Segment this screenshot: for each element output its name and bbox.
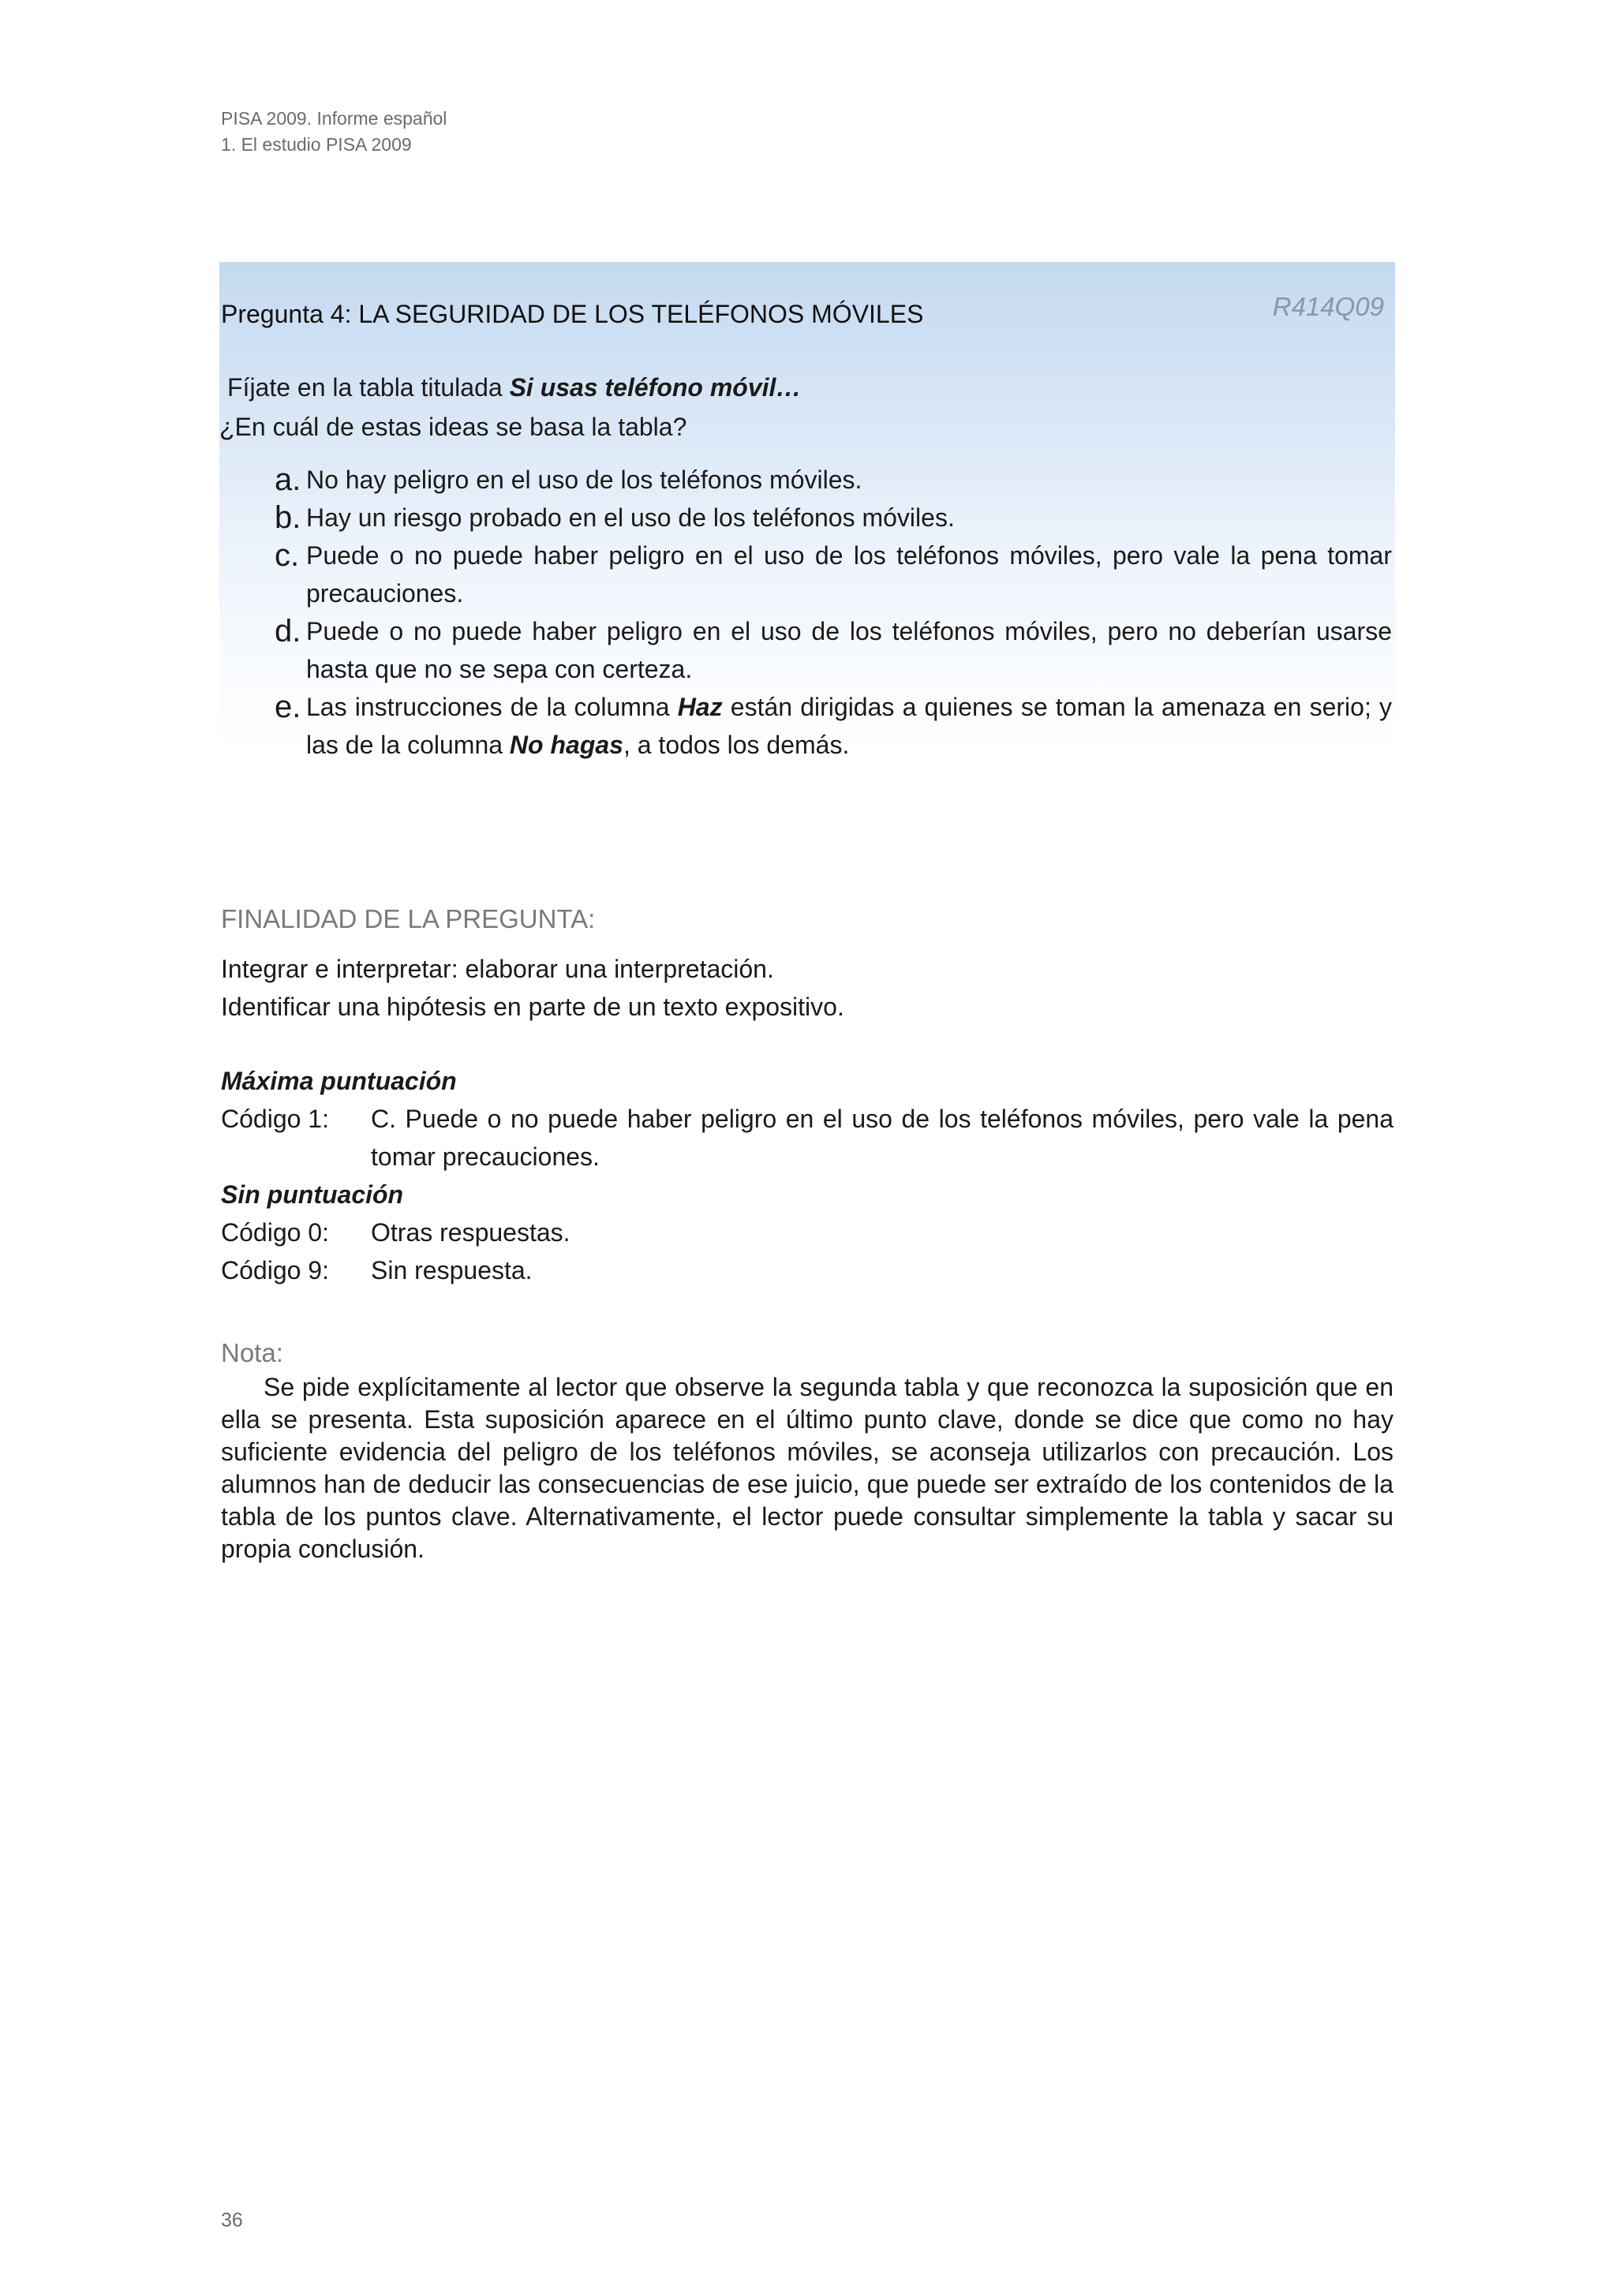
question-title: Pregunta 4: LA SEGURIDAD DE LOS TELÉFONOS MÓVILES (221, 300, 924, 328)
no-credit-heading: Sin puntuación (221, 1180, 404, 1209)
purpose-line-2: Identificar una hipótesis en parte de un texto expositivo. (221, 993, 844, 1021)
code-description: Otras respuestas. (371, 1218, 570, 1247)
note-text: Se pide explícitamente al lector que observe la segunda tabla y que reconozca la suposición que en ella se presenta. Esta suposición aparece en el último punto clave, donde se dice que como no hay suficiente evidencia del peligro de los teléfonos móviles, se aconseja utilizarlos con precaución. Los alumnos han de deducir las consecuencias de ese juicio, que puede ser extraído de los contenidos de la tabla de los puntos clave. Alternativamente, el lector puede consultar simplemente la tabla y sacar su propia conclusión. (221, 1373, 1393, 1563)
scoring-guide (221, 1062, 1393, 1289)
option-text: Puede o no puede haber peligro en el uso de los teléfonos móviles, pero vale la pena tomar precauciones. (306, 541, 1392, 608)
option-text: Hay un riesgo probado en el uso de los teléfonos móviles. (306, 503, 955, 532)
option-letter: b. (275, 500, 301, 535)
code-0-row (221, 1213, 1393, 1251)
option-text: Las instrucciones de la columna Haz están dirigidas a quienes se toman la amenaza en serio; y las de la columna No hagas, a todos los demás. (306, 693, 1393, 759)
purpose-heading: FINALIDAD DE LA PREGUNTA: (221, 904, 596, 933)
code-label: Código 0: (221, 1218, 329, 1247)
purpose-text (221, 950, 844, 1026)
question-box (219, 262, 1395, 789)
code-9-row (221, 1251, 1393, 1289)
answer-options (219, 461, 1392, 764)
option-letter: c. (275, 538, 300, 573)
prompt-line-2: ¿En cuál de estas ideas se basa la tabla? (219, 413, 687, 441)
option-d (219, 612, 1392, 688)
code-label: Código 1: (221, 1105, 329, 1133)
code-description: C. Puede o no puede haber peligro en el uso de los teléfonos móviles, pero vale la pena tomar precauciones. (371, 1105, 1393, 1171)
code-1-row (221, 1100, 1393, 1176)
option-a (219, 461, 1392, 499)
question-prompt (219, 368, 1387, 447)
code-description: Sin respuesta. (371, 1256, 533, 1284)
option-letter: d. (275, 614, 301, 649)
full-credit-heading: Máxima puntuación (221, 1067, 457, 1095)
option-b (219, 499, 1392, 537)
option-text: No hay peligro en el uso de los teléfonos móviles. (306, 466, 862, 494)
header-report-title: PISA 2009. Informe español (221, 108, 447, 129)
running-header (221, 106, 447, 158)
column-name-haz: Haz (677, 693, 723, 721)
option-text: Puede o no puede haber peligro en el uso de los teléfonos móviles, pero no deberían usarse hasta que no se sepa con certeza. (306, 617, 1392, 683)
prompt-line-1 (219, 368, 1387, 407)
header-chapter-title: 1. El estudio PISA 2009 (221, 134, 412, 155)
option-letter: e. (275, 690, 301, 724)
question-code: R414Q09 (1272, 292, 1384, 321)
note-heading: Nota: (221, 1338, 283, 1367)
prompt-text: Fíjate en la tabla titulada (227, 373, 510, 402)
prompt-table-title: Si usas teléfono móvil… (509, 373, 802, 402)
option-letter: a. (275, 462, 301, 497)
page-number: 36 (221, 2209, 243, 2231)
code-label: Código 9: (221, 1256, 329, 1284)
column-name-no-hagas: No hagas (509, 731, 623, 759)
option-e (219, 688, 1392, 764)
option-c (219, 537, 1392, 612)
purpose-line-1: Integrar e interpretar: elaborar una interpretación. (221, 955, 774, 983)
